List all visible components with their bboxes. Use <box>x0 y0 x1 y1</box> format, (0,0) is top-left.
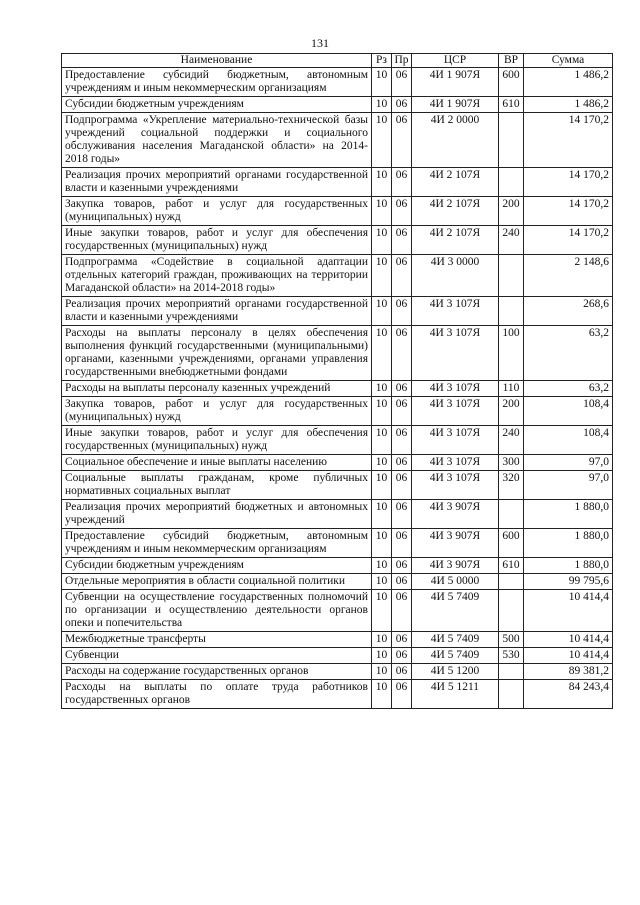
row-pr: 06 <box>392 226 412 255</box>
table-row <box>62 648 613 664</box>
row-csr: 4И 5 1200 <box>412 664 499 680</box>
row-sum: 1 880,0 <box>524 529 613 558</box>
row-rz: 10 <box>372 97 392 113</box>
row-pr: 06 <box>392 558 412 574</box>
row-rz: 10 <box>372 197 392 226</box>
row-pr: 06 <box>392 326 412 381</box>
row-sum: 14 170,2 <box>524 226 613 255</box>
row-name: Расходы на выплаты персоналу казенных учреждений <box>62 381 372 397</box>
row-sum: 108,4 <box>524 397 613 426</box>
row-sum: 97,0 <box>524 455 613 471</box>
row-rz: 10 <box>372 68 392 97</box>
header-pr: Пр <box>392 54 412 68</box>
row-pr: 06 <box>392 426 412 455</box>
row-vr: 110 <box>499 381 524 397</box>
row-pr: 06 <box>392 632 412 648</box>
row-csr: 4И 5 7409 <box>412 648 499 664</box>
row-sum: 97,0 <box>524 471 613 500</box>
row-csr: 4И 5 1211 <box>412 680 499 709</box>
row-pr: 06 <box>392 68 412 97</box>
row-name: Расходы на содержание государственных органов <box>62 664 372 680</box>
row-rz: 10 <box>372 226 392 255</box>
row-vr: 530 <box>499 648 524 664</box>
row-csr: 4И 2 107Я <box>412 168 499 197</box>
table-row <box>62 529 613 558</box>
row-csr: 4И 2 107Я <box>412 197 499 226</box>
table-row <box>62 97 613 113</box>
row-vr <box>499 500 524 529</box>
row-name: Социальные выплаты гражданам, кроме публичных нормативных социальных выплат <box>62 471 372 500</box>
table-row <box>62 471 613 500</box>
row-csr: 4И 3 107Я <box>412 455 499 471</box>
row-rz: 10 <box>372 529 392 558</box>
row-pr: 06 <box>392 197 412 226</box>
row-sum: 99 795,6 <box>524 574 613 590</box>
row-sum: 63,2 <box>524 326 613 381</box>
row-pr: 06 <box>392 397 412 426</box>
row-pr: 06 <box>392 529 412 558</box>
row-name: Предоставление субсидий бюджетным, автономным учреждениям и иным некоммерческим организациям <box>62 529 372 558</box>
row-name: Подпрограмма «Укрепление материально-технической базы учреждений социальной поддержки и социального обслуживания населения Магаданской области» на 2014-2018 годы» <box>62 113 372 168</box>
row-sum: 1 486,2 <box>524 68 613 97</box>
row-name: Расходы на выплаты по оплате труда работников государственных органов <box>62 680 372 709</box>
row-rz: 10 <box>372 664 392 680</box>
row-csr: 4И 2 0000 <box>412 113 499 168</box>
row-rz: 10 <box>372 397 392 426</box>
row-rz: 10 <box>372 574 392 590</box>
table-row <box>62 664 613 680</box>
table-row <box>62 113 613 168</box>
row-sum: 2 148,6 <box>524 255 613 297</box>
row-csr: 4И 1 907Я <box>412 97 499 113</box>
table-row <box>62 297 613 326</box>
row-rz: 10 <box>372 297 392 326</box>
row-vr: 200 <box>499 397 524 426</box>
budget-table <box>61 53 613 709</box>
table-row <box>62 168 613 197</box>
table-row <box>62 558 613 574</box>
header-sum: Сумма <box>524 54 613 68</box>
row-rz: 10 <box>372 558 392 574</box>
row-name: Закупка товаров, работ и услуг для государственных (муниципальных) нужд <box>62 397 372 426</box>
row-pr: 06 <box>392 255 412 297</box>
row-name: Субвенции на осуществление государственных полномочий по организации и осуществлению деятельности органов опеки и попечительства <box>62 590 372 632</box>
row-name: Подпрограмма «Содействие в социальной адаптации отдельных категорий граждан, проживающих на территории Магаданской области» на 2014-2018 годы» <box>62 255 372 297</box>
row-csr: 4И 5 7409 <box>412 632 499 648</box>
row-pr: 06 <box>392 168 412 197</box>
header-name: Наименование <box>62 54 372 68</box>
row-vr: 240 <box>499 226 524 255</box>
row-vr: 610 <box>499 97 524 113</box>
row-csr: 4И 3 107Я <box>412 381 499 397</box>
row-pr: 06 <box>392 97 412 113</box>
row-pr: 06 <box>392 680 412 709</box>
row-rz: 10 <box>372 471 392 500</box>
row-vr <box>499 297 524 326</box>
row-vr <box>499 168 524 197</box>
row-pr: 06 <box>392 455 412 471</box>
row-pr: 06 <box>392 297 412 326</box>
row-rz: 10 <box>372 500 392 529</box>
row-sum: 108,4 <box>524 426 613 455</box>
row-sum: 14 170,2 <box>524 168 613 197</box>
row-sum: 10 414,4 <box>524 632 613 648</box>
row-csr: 4И 5 0000 <box>412 574 499 590</box>
row-name: Иные закупки товаров, работ и услуг для обеспечения государственных (муниципальных) нужд <box>62 426 372 455</box>
table-row <box>62 397 613 426</box>
row-sum: 10 414,4 <box>524 590 613 632</box>
row-rz: 10 <box>372 632 392 648</box>
row-rz: 10 <box>372 680 392 709</box>
table-body <box>62 68 613 709</box>
row-rz: 10 <box>372 455 392 471</box>
row-rz: 10 <box>372 426 392 455</box>
row-sum: 1 486,2 <box>524 97 613 113</box>
table-row <box>62 255 613 297</box>
table-row <box>62 500 613 529</box>
row-pr: 06 <box>392 113 412 168</box>
header-csr: ЦСР <box>412 54 499 68</box>
row-rz: 10 <box>372 113 392 168</box>
row-rz: 10 <box>372 590 392 632</box>
row-sum: 1 880,0 <box>524 558 613 574</box>
row-vr <box>499 680 524 709</box>
table-row <box>62 226 613 255</box>
row-vr: 320 <box>499 471 524 500</box>
row-csr: 4И 3 907Я <box>412 558 499 574</box>
row-sum: 14 170,2 <box>524 197 613 226</box>
row-vr: 300 <box>499 455 524 471</box>
row-rz: 10 <box>372 168 392 197</box>
table-row <box>62 68 613 97</box>
row-sum: 10 414,4 <box>524 648 613 664</box>
row-csr: 4И 3 107Я <box>412 297 499 326</box>
row-name: Субсидии бюджетным учреждениям <box>62 558 372 574</box>
row-vr <box>499 574 524 590</box>
table-row <box>62 590 613 632</box>
row-sum: 84 243,4 <box>524 680 613 709</box>
row-sum: 14 170,2 <box>524 113 613 168</box>
row-name: Закупка товаров, работ и услуг для государственных (муниципальных) нужд <box>62 197 372 226</box>
row-name: Иные закупки товаров, работ и услуг для обеспечения государственных (муниципальных) нужд <box>62 226 372 255</box>
row-vr: 600 <box>499 529 524 558</box>
table-row <box>62 381 613 397</box>
table-row <box>62 455 613 471</box>
row-name: Реализация прочих мероприятий бюджетных и автономных учреждений <box>62 500 372 529</box>
row-pr: 06 <box>392 664 412 680</box>
row-vr <box>499 664 524 680</box>
row-rz: 10 <box>372 326 392 381</box>
row-vr: 600 <box>499 68 524 97</box>
row-name: Социальное обеспечение и иные выплаты населению <box>62 455 372 471</box>
row-csr: 4И 3 907Я <box>412 529 499 558</box>
row-name: Субвенции <box>62 648 372 664</box>
header-rz: Рз <box>372 54 392 68</box>
row-name: Отдельные мероприятия в области социальной политики <box>62 574 372 590</box>
row-name: Реализация прочих мероприятий органами государственной власти и казенными учреждениями <box>62 297 372 326</box>
row-vr <box>499 113 524 168</box>
row-csr: 4И 1 907Я <box>412 68 499 97</box>
header-vr: ВР <box>499 54 524 68</box>
row-name: Предоставление субсидий бюджетным, автономным учреждениям и иным некоммерческим организациям <box>62 68 372 97</box>
row-sum: 268,6 <box>524 297 613 326</box>
row-name: Межбюджетные трансферты <box>62 632 372 648</box>
row-vr <box>499 255 524 297</box>
row-rz: 10 <box>372 648 392 664</box>
row-vr: 200 <box>499 197 524 226</box>
row-pr: 06 <box>392 381 412 397</box>
row-csr: 4И 3 0000 <box>412 255 499 297</box>
row-vr <box>499 590 524 632</box>
row-name: Реализация прочих мероприятий органами государственной власти и казенными учреждениями <box>62 168 372 197</box>
table-row <box>62 680 613 709</box>
row-pr: 06 <box>392 574 412 590</box>
row-vr: 100 <box>499 326 524 381</box>
row-rz: 10 <box>372 255 392 297</box>
table-row <box>62 426 613 455</box>
row-sum: 1 880,0 <box>524 500 613 529</box>
row-name: Субсидии бюджетным учреждениям <box>62 97 372 113</box>
row-name: Расходы на выплаты персоналу в целях обеспечения выполнения функций государственными (муниципальными) органами, казенными учреждениями, органами управления государственными внебюджетными фондами <box>62 326 372 381</box>
row-csr: 4И 3 907Я <box>412 500 499 529</box>
table-row <box>62 197 613 226</box>
page-number: 131 <box>311 36 329 50</box>
row-csr: 4И 2 107Я <box>412 226 499 255</box>
row-rz: 10 <box>372 381 392 397</box>
row-csr: 4И 3 107Я <box>412 426 499 455</box>
row-pr: 06 <box>392 500 412 529</box>
row-vr: 240 <box>499 426 524 455</box>
row-sum: 89 381,2 <box>524 664 613 680</box>
row-pr: 06 <box>392 648 412 664</box>
row-csr: 4И 5 7409 <box>412 590 499 632</box>
table-row <box>62 632 613 648</box>
table-row <box>62 326 613 381</box>
row-pr: 06 <box>392 471 412 500</box>
row-vr: 610 <box>499 558 524 574</box>
table-row <box>62 574 613 590</box>
row-csr: 4И 3 107Я <box>412 471 499 500</box>
row-vr: 500 <box>499 632 524 648</box>
table-header-row <box>62 54 613 68</box>
row-sum: 63,2 <box>524 381 613 397</box>
row-pr: 06 <box>392 590 412 632</box>
row-csr: 4И 3 107Я <box>412 397 499 426</box>
row-csr: 4И 3 107Я <box>412 326 499 381</box>
